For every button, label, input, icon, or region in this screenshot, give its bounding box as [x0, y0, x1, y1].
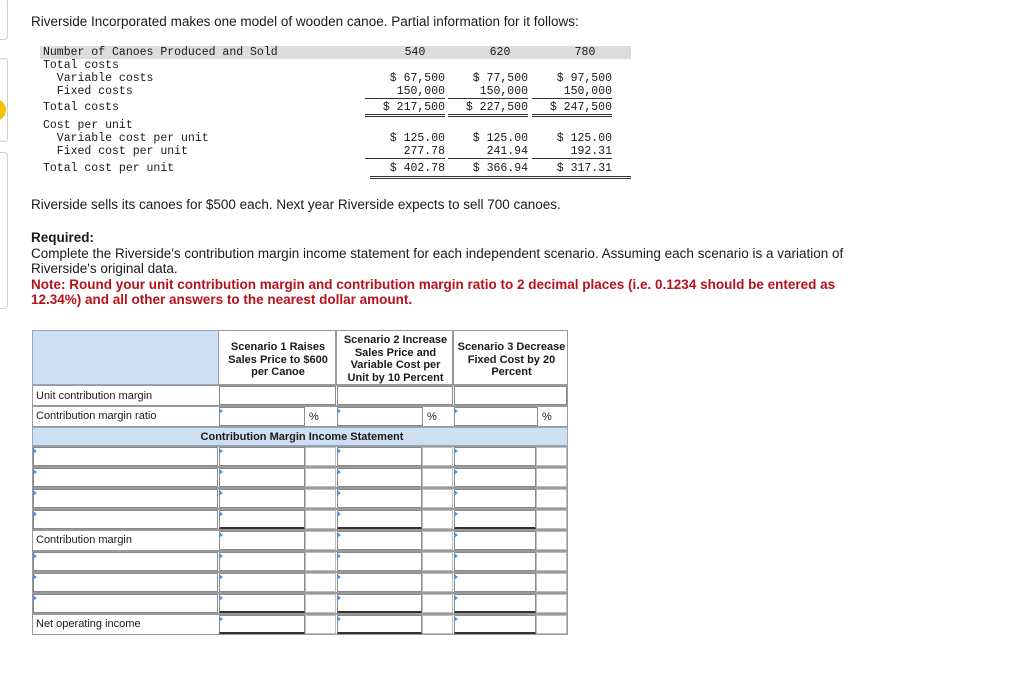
dropdown-marker-icon: [33, 448, 37, 454]
info-column-header: 620: [489, 46, 511, 59]
scenario-header-cell: [336, 330, 453, 385]
statement-amount-input[interactable]: [337, 552, 422, 571]
info-row-label: Fixed costs: [43, 85, 133, 98]
cm-ratio-input-s2[interactable]: [337, 407, 423, 426]
statement-spacer-cell: [305, 594, 336, 613]
scenario-2-header: Scenario 2 Increase Sales Price and Variable Cost per Unit by 10 Percent: [343, 334, 448, 384]
statement-label-select[interactable]: [33, 489, 218, 508]
statement-amount-input[interactable]: [219, 447, 305, 466]
statement-amount-input[interactable]: [219, 468, 305, 487]
statement-label-select[interactable]: [33, 594, 218, 613]
input-marker-icon: [219, 595, 223, 601]
info-column-header: 780: [574, 46, 596, 59]
dropdown-marker-icon: [33, 595, 37, 601]
statement-spacer-cell: [422, 594, 453, 613]
info-cell: $ 125.00: [389, 132, 445, 145]
statement-amount-input[interactable]: [219, 531, 305, 550]
statement-amount-input[interactable]: [337, 468, 422, 487]
unit-cm-input-s2[interactable]: [337, 386, 453, 405]
input-marker-icon: [219, 448, 223, 454]
input-marker-icon: [219, 408, 223, 414]
info-cell: $ 67,500: [389, 72, 445, 85]
info-row: [40, 101, 631, 114]
dropdown-marker-icon: [33, 469, 37, 475]
cm-ratio-input-s1[interactable]: [219, 407, 305, 426]
statement-label-select[interactable]: [33, 468, 218, 487]
info-cell: 241.94: [448, 145, 528, 159]
statement-amount-input[interactable]: [219, 510, 305, 529]
scenario-header-cell: [218, 330, 336, 385]
info-cell: 192.31: [532, 145, 612, 159]
input-marker-icon: [454, 616, 458, 622]
info-row: [40, 59, 631, 72]
statement-amount-input[interactable]: [337, 489, 422, 508]
statement-spacer-cell: [422, 510, 453, 529]
statement-label-select[interactable]: [33, 447, 218, 466]
statement-amount-input[interactable]: [454, 447, 536, 466]
info-row-label: Total costs: [43, 59, 119, 72]
input-marker-icon: [337, 511, 341, 517]
input-marker-icon: [219, 553, 223, 559]
statement-amount-input[interactable]: [337, 531, 422, 550]
input-marker-icon: [337, 490, 341, 496]
statement-spacer-cell: [536, 573, 567, 592]
statement-title: Contribution Margin Income Statement: [200, 431, 404, 443]
statement-spacer-cell: [422, 615, 453, 634]
required-text: Complete the Riverside's contribution margin income statement for each independent scenario. Assuming each scenario is a variation of Riverside's original data.: [31, 245, 844, 276]
statement-spacer-cell: [536, 594, 567, 613]
sales-paragraph: Riverside sells its canoes for $500 each. Next year Riverside expects to sell 700 canoes.: [31, 197, 561, 212]
statement-spacer-cell: [422, 447, 453, 466]
unit-cm-input-s1[interactable]: [219, 386, 336, 405]
info-row: [40, 72, 631, 85]
info-cell: $ 402.78: [389, 162, 445, 175]
statement-spacer-cell: [305, 510, 336, 529]
intro-text: Riverside Incorporated makes one model of wooden canoe. Partial information for it follows:: [31, 14, 579, 29]
statement-amount-input[interactable]: [454, 594, 536, 613]
input-marker-icon: [454, 408, 458, 414]
percent-sign: %: [309, 411, 319, 423]
info-row: [40, 119, 631, 132]
info-cell: $ 125.00: [472, 132, 528, 145]
statement-spacer-cell: [536, 615, 567, 634]
statement-spacer-cell: [422, 489, 453, 508]
statement-spacer-cell: [305, 552, 336, 571]
info-row: [40, 145, 631, 158]
statement-amount-input[interactable]: [337, 573, 422, 592]
input-marker-icon: [454, 469, 458, 475]
statement-amount-input[interactable]: [454, 573, 536, 592]
input-marker-icon: [454, 490, 458, 496]
info-row-label: Variable cost per unit: [43, 132, 209, 145]
input-marker-icon: [219, 532, 223, 538]
cm-ratio-label: Contribution margin ratio: [36, 410, 157, 422]
required-heading: Required:: [31, 230, 95, 245]
info-total-rule: [370, 176, 631, 179]
info-cell: $ 217,500: [365, 101, 445, 117]
unit-cm-label: Unit contribution margin: [36, 390, 153, 402]
statement-amount-input[interactable]: [219, 615, 305, 634]
statement-amount-input[interactable]: [454, 510, 536, 529]
statement-label-select[interactable]: [33, 573, 218, 592]
info-cell: $ 366.94: [472, 162, 528, 175]
info-column-header: 540: [404, 46, 426, 59]
statement-amount-input[interactable]: [454, 552, 536, 571]
info-cell: 150,000: [532, 85, 612, 99]
input-marker-icon: [454, 511, 458, 517]
statement-amount-input[interactable]: [337, 615, 422, 634]
info-cell: $ 227,500: [448, 101, 528, 117]
left-edge-tab: [0, 0, 8, 40]
statement-spacer-cell: [536, 510, 567, 529]
statement-spacer-cell: [422, 531, 453, 550]
statement-amount-input[interactable]: [454, 615, 536, 634]
statement-amount-input[interactable]: [219, 594, 305, 613]
statement-spacer-cell: [422, 552, 453, 571]
statement-spacer-cell: [536, 489, 567, 508]
info-cell: $ 247,500: [532, 101, 612, 117]
statement-spacer-cell: [305, 531, 336, 550]
info-header-row: [40, 46, 631, 59]
info-cell: $ 77,500: [472, 72, 528, 85]
statement-amount-input[interactable]: [219, 573, 305, 592]
statement-spacer-cell: [536, 531, 567, 550]
info-cell: 150,000: [365, 85, 445, 99]
statement-spacer-cell: [536, 447, 567, 466]
statement-amount-input[interactable]: [337, 594, 422, 613]
info-cell: 277.78: [365, 145, 445, 159]
statement-spacer-cell: [536, 468, 567, 487]
info-row-label: Fixed cost per unit: [43, 145, 188, 158]
input-marker-icon: [219, 574, 223, 580]
statement-amount-input[interactable]: [337, 447, 422, 466]
statement-spacer-cell: [305, 447, 336, 466]
info-row-label: Variable costs: [43, 72, 154, 85]
input-marker-icon: [219, 469, 223, 475]
input-marker-icon: [337, 616, 341, 622]
statement-label-select[interactable]: [33, 552, 218, 571]
info-cell: 150,000: [448, 85, 528, 99]
info-row-label: Total cost per unit: [43, 162, 175, 175]
info-cell: $ 125.00: [556, 132, 612, 145]
statement-amount-input[interactable]: [219, 552, 305, 571]
info-cell: $ 97,500: [556, 72, 612, 85]
net-operating-income-label: Net operating income: [36, 618, 141, 630]
unit-cm-input-s3[interactable]: [454, 386, 567, 405]
statement-spacer-cell: [305, 573, 336, 592]
dropdown-marker-icon: [33, 511, 37, 517]
cm-ratio-input-s3[interactable]: [454, 407, 538, 426]
input-marker-icon: [337, 574, 341, 580]
percent-sign: %: [427, 411, 437, 423]
input-marker-icon: [337, 553, 341, 559]
input-marker-icon: [454, 532, 458, 538]
input-marker-icon: [454, 595, 458, 601]
scenario-header-cell: [453, 330, 568, 385]
statement-amount-input[interactable]: [454, 531, 536, 550]
rounding-note: Note: Round your unit contribution margin and contribution margin ratio to 2 decimal places (i.e. 0.1234 should be entered as 12.34%) and all other answers to the nearest dollar amount.: [31, 276, 836, 307]
statement-amount-input[interactable]: [454, 468, 536, 487]
required-section: [31, 230, 851, 308]
left-edge-tab: [0, 152, 8, 309]
statement-spacer-cell: [422, 468, 453, 487]
input-marker-icon: [337, 408, 341, 414]
scenario-1-header: Scenario 1 Raises Sales Price to $600 per Canoe: [228, 341, 328, 378]
info-header-label: Number of Canoes Produced and Sold: [43, 46, 278, 59]
input-marker-icon: [219, 490, 223, 496]
info-row: [40, 85, 631, 98]
statement-spacer-cell: [305, 615, 336, 634]
answer-grid: [32, 330, 568, 635]
info-row: [40, 132, 631, 145]
statement-spacer-cell: [305, 468, 336, 487]
input-marker-icon: [454, 553, 458, 559]
statement-spacer-cell: [536, 552, 567, 571]
info-row: [40, 162, 631, 175]
info-cell: $ 317.31: [556, 162, 612, 175]
statement-amount-input[interactable]: [337, 510, 422, 529]
scenario-3-header: Scenario 3 Decrease Fixed Cost by 20 Percent: [457, 341, 566, 378]
statement-amount-input[interactable]: [454, 489, 536, 508]
statement-amount-input[interactable]: [219, 489, 305, 508]
input-marker-icon: [454, 448, 458, 454]
input-marker-icon: [219, 511, 223, 517]
input-marker-icon: [337, 532, 341, 538]
statement-spacer-cell: [305, 489, 336, 508]
dropdown-marker-icon: [33, 490, 37, 496]
percent-sign: %: [542, 411, 552, 423]
input-marker-icon: [337, 448, 341, 454]
info-row-label: Cost per unit: [43, 119, 133, 132]
info-row-label: Total costs: [43, 101, 119, 114]
input-marker-icon: [337, 595, 341, 601]
dropdown-marker-icon: [33, 553, 37, 559]
dropdown-marker-icon: [33, 574, 37, 580]
input-marker-icon: [454, 574, 458, 580]
contribution-margin-label: Contribution margin: [36, 534, 132, 546]
statement-label-select[interactable]: [33, 510, 218, 529]
statement-spacer-cell: [422, 573, 453, 592]
input-marker-icon: [219, 616, 223, 622]
input-marker-icon: [337, 469, 341, 475]
